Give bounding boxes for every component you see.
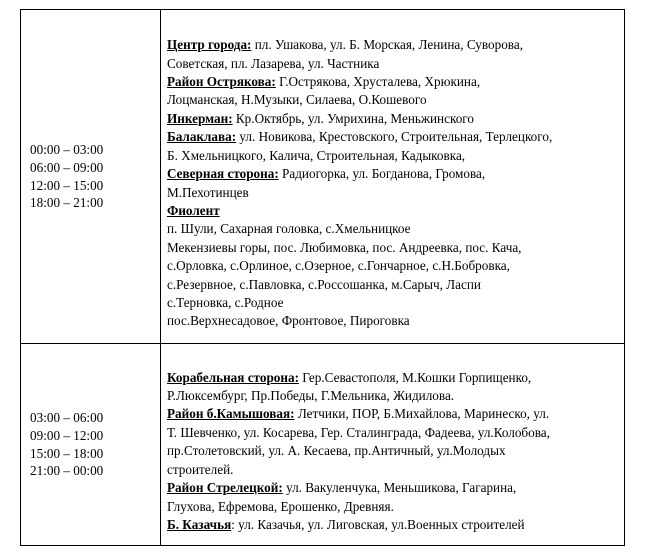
area-streets: ул. Вакуленчука, Меньшикова, Гагарина,: [282, 480, 517, 496]
area-name: Б. Казачья: [167, 516, 232, 532]
area-streets: Г.Острякова, Хрусталева, Хрюкина,: [275, 74, 481, 90]
area-name: Район Острякова:: [167, 74, 276, 90]
area-line: [167, 55, 620, 73]
area-line: [167, 405, 620, 423]
time-slots-cell: [21, 10, 161, 344]
areas-list: [167, 22, 620, 331]
area-line: [167, 257, 620, 275]
area-line: [167, 91, 620, 109]
area-line: [167, 184, 620, 202]
area-streets: с.Резервное, с.Павловка, с.Россошанка, м.Сарыч, Ласпи: [167, 276, 481, 292]
area-line: [167, 479, 620, 497]
area-name: Балаклава:: [167, 129, 237, 145]
time-slot: 00:00 – 03:00: [30, 142, 104, 158]
schedule-table: [20, 9, 625, 546]
time-slot: 09:00 – 12:00: [30, 427, 104, 443]
area-line: [167, 36, 620, 54]
area-line: [167, 202, 620, 220]
area-streets: Лоцманская, Н.Музыки, Силаева, О.Кошевого: [167, 92, 427, 108]
area-line: [167, 387, 620, 405]
area-streets: Мекензиевы горы, пос. Любимовка, пос. Андреевка, пос. Кача,: [167, 239, 522, 255]
area-streets: : ул. Казачья, ул. Лиговская, ул.Военных строителей: [231, 516, 525, 532]
area-name: Северная сторона:: [167, 166, 279, 182]
area-line: [167, 424, 620, 442]
schedule-row: [21, 10, 625, 344]
area-line: [167, 110, 620, 128]
area-streets: Кр.Октябрь, ул. Умрихина, Меньжинского: [232, 110, 474, 126]
area-line: [167, 369, 620, 387]
area-streets: строителей.: [167, 461, 234, 477]
time-slot: 21:00 – 00:00: [30, 463, 104, 479]
time-slot: 12:00 – 15:00: [30, 177, 104, 193]
time-slots-cell: [21, 344, 161, 546]
area-streets: Летчики, ПОР, Б.Михайлова, Маринеско, ул.: [294, 406, 550, 422]
areas-cell: [161, 10, 625, 344]
area-name: Фиолент: [167, 202, 220, 218]
area-streets: Глухова, Ефремова, Ерошенко, Древняя.: [167, 498, 394, 514]
area-streets: Гер.Севастополя, М.Кошки Горпищенко,: [298, 369, 532, 385]
area-name: Корабельная сторона:: [167, 369, 299, 385]
area-line: [167, 147, 620, 165]
area-line: [167, 461, 620, 479]
area-line: [167, 498, 620, 516]
area-line: [167, 239, 620, 257]
area-name: Район б.Камышовая:: [167, 406, 295, 422]
area-name: Центр города:: [167, 37, 252, 53]
time-slot: 06:00 – 09:00: [30, 159, 104, 175]
area-name: Инкерман:: [167, 110, 233, 126]
areas-list: [167, 355, 620, 535]
area-streets: с.Терновка, с.Родное: [167, 294, 284, 310]
area-streets: Р.Люксембург, Пр.Победы, Г.Мельника, Жидилова.: [167, 388, 455, 404]
area-line: [167, 442, 620, 460]
area-name: Район Стрелецкой:: [167, 480, 283, 496]
area-streets: Радиогорка, ул. Богданова, Громова,: [278, 166, 486, 182]
area-streets: ул. Новикова, Крестовского, Строительная, Терлецкого,: [236, 129, 553, 145]
schedule-row: [21, 344, 625, 546]
area-line: [167, 312, 620, 330]
area-line: [167, 73, 620, 91]
area-streets: пос.Верхнесадовое, Фронтовое, Пироговка: [167, 313, 410, 329]
area-streets: пр.Столетовский, ул. А. Кесаева, пр.Античный, ул.Молодых: [167, 443, 506, 459]
area-line: [167, 165, 620, 183]
time-slot: 15:00 – 18:00: [30, 445, 104, 461]
area-line: [167, 294, 620, 312]
area-streets: М.Пехотинцев: [167, 184, 249, 200]
area-streets: Т. Шевченко, ул. Косарева, Гер. Сталинграда, Фадеева, ул.Колобова,: [167, 424, 550, 440]
area-line: [167, 276, 620, 294]
area-streets: Советская, пл. Лазарева, ул. Частника: [167, 55, 380, 71]
time-slot: 18:00 – 21:00: [30, 195, 104, 211]
area-line: [167, 220, 620, 238]
area-streets: п. Шули, Сахарная головка, с.Хмельницкое: [167, 221, 411, 237]
time-slot: 03:00 – 06:00: [30, 410, 104, 426]
area-line: [167, 128, 620, 146]
area-streets: пл. Ушакова, ул. Б. Морская, Ленина, Суворова,: [251, 37, 524, 53]
area-streets: Б. Хмельницкого, Калича, Строительная, Кадыковка,: [167, 147, 466, 163]
area-streets: с.Орловка, с.Орлиное, с.Озерное, с.Гончарное, с.Н.Бобровка,: [167, 258, 510, 274]
areas-cell: [161, 344, 625, 546]
area-line: [167, 516, 620, 534]
